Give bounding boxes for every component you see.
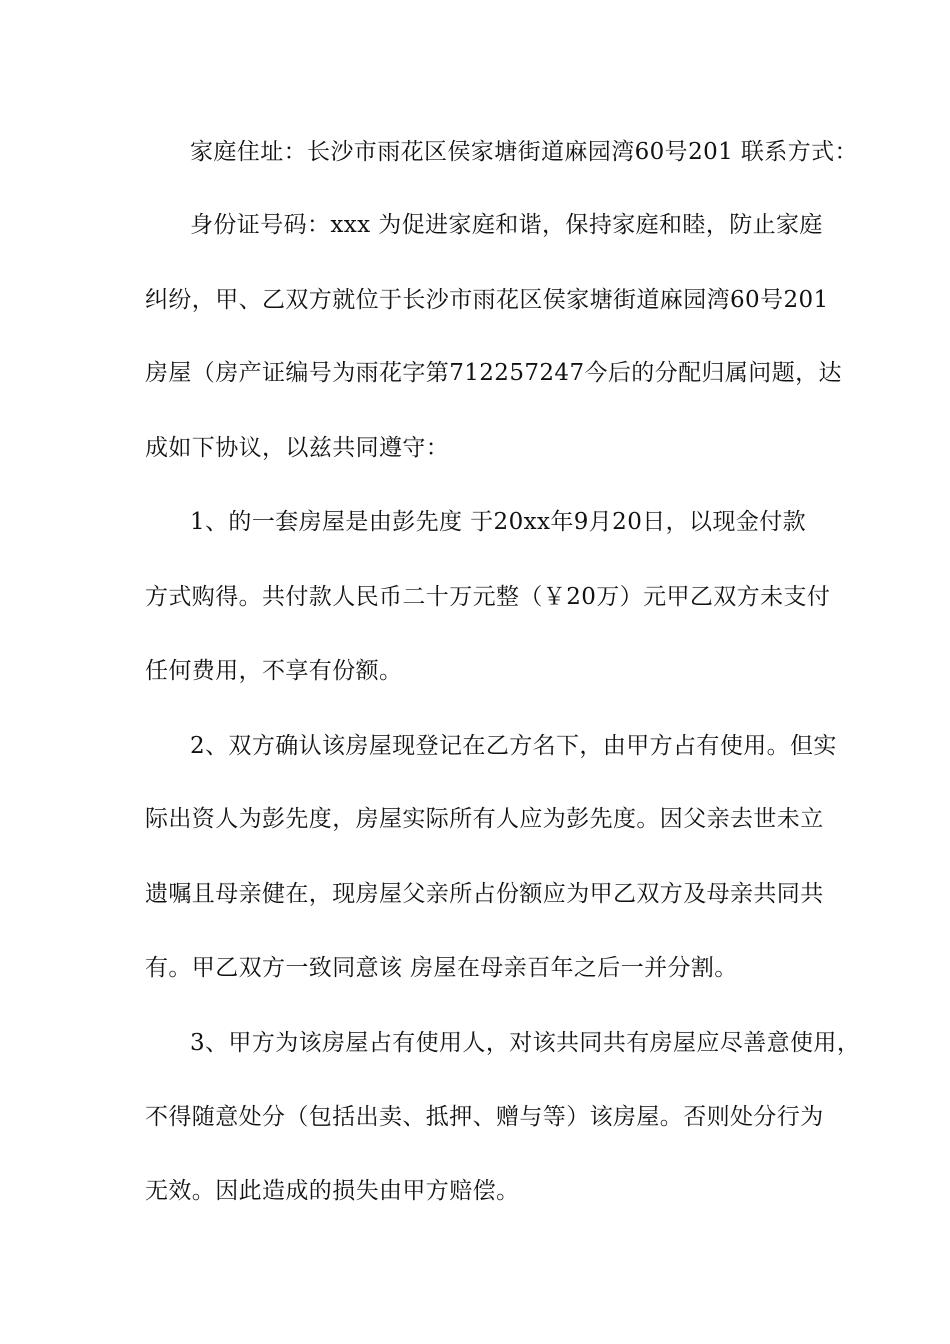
text-line: 有。甲乙双方一致同意该 房屋在母亲百年之后一并分割。 [145,955,738,981]
text-line: 成如下协议，以兹共同遵守： [145,435,450,461]
text-line: 2、双方确认该房屋现登记在乙方名下，由甲方占有使用。但实 [190,733,837,759]
text-line: 房屋（房产证编号为雨花字第712257247今后的分配归属问题，达 [145,360,842,386]
text-line: 1、的一套房屋是由彭先度 于20xx年9月20日，以现金付款 [190,509,807,535]
text-line: 纠纷，甲、乙双方就位于长沙市雨花区侯家塘街道麻园湾60号201 [145,287,829,313]
text-line: 3、甲方为该房屋占有使用人，对该共同共有房屋应尽善意使用， [190,1030,861,1056]
text-line: 不得随意处分（包括出卖、抵押、赠与等）该房屋。否则处分行为 [145,1104,824,1130]
text-line: 家庭住址：长沙市雨花区侯家塘街道麻园湾60号201 联系方式： [190,139,858,165]
text-line: 际出资人为彭先度，房屋实际所有人应为彭先度。因父亲去世未立 [145,806,824,832]
text-line: 任何费用，不享有份额。 [145,658,403,684]
text-line: 方式购得。共付款人民币二十万元整（￥20万）元甲乙双方未支付 [145,584,831,610]
text-line: 遗嘱且母亲健在，现房屋父亲所占份额应为甲乙双方及母亲共同共 [145,881,824,907]
text-line: 无效。因此造成的损失由甲方赔偿。 [145,1178,520,1204]
text-line: 身份证号码：xxx 为促进家庭和谐，保持家庭和睦，防止家庭 [190,212,823,238]
